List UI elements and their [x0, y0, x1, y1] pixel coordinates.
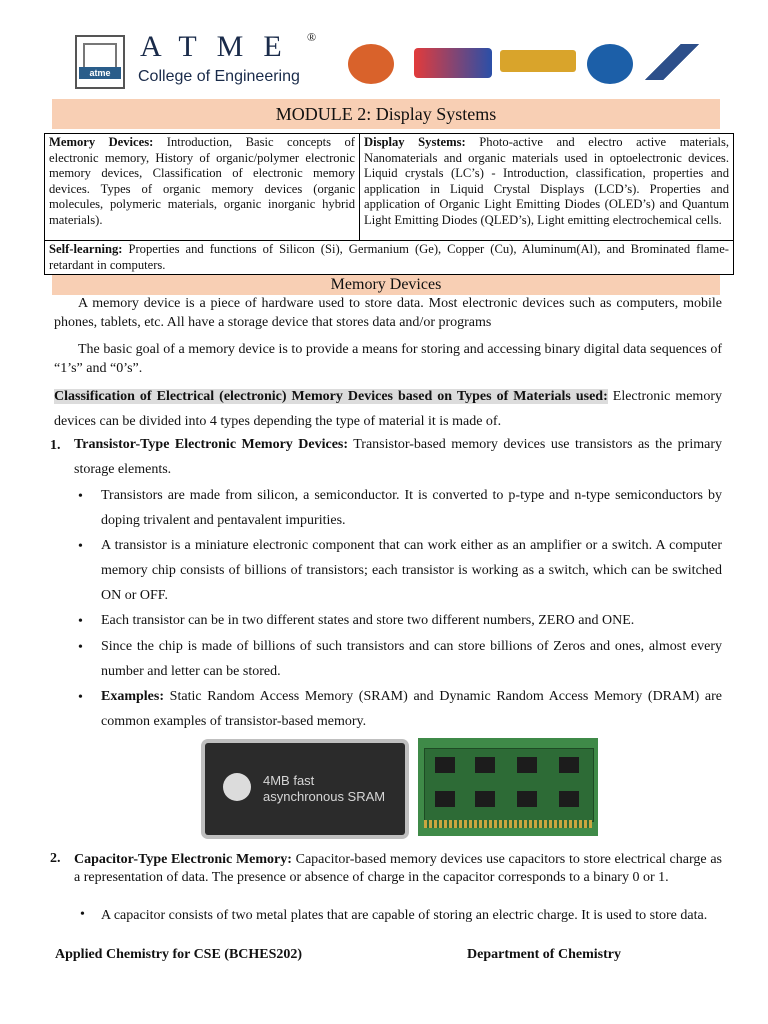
module-title: MODULE 2: Display Systems: [52, 99, 720, 129]
footer-course: Applied Chemistry for CSE (BCHES202): [55, 947, 303, 962]
iic-badge-icon: [414, 48, 492, 78]
registered-mark: ®: [307, 30, 317, 44]
item-2-paragraph: Capacitor-Type Electronic Memory: Capacitor-based memory devices use capacitors to store electrical charge as a representation of data. The presence or absence of charge in the capacitor corresponds to a binary 0 or 1.: [74, 852, 722, 885]
bullet-item: A transistor is a miniature electronic component that can work either as an amplifier or a switch. A computer memory chip consists of billions of transistors; each transistor is working as a switch, which can be switched ON or OFF.: [101, 538, 722, 603]
self-learning-cell: Self-learning: Properties and functions of Silicon (Si), Germanium (Ge), Copper (Cu), Aluminum(Al), and Brominated flame-retardant in computers.: [45, 241, 734, 275]
naac-badge-icon: [348, 44, 394, 84]
item-2-number: 2.: [50, 851, 61, 866]
igauge-badge-icon: [500, 50, 576, 72]
display-systems-cell: Display Systems: Photo-active and electro active materials, Nanomaterials and organic materials used in optoelectronic devices. Liquid crystals (LC’s) - Introduction, classification, properties and application in Liquid Crystal Displays (LCD’s). Properties and application of Organic Light Emitting Diodes (OLED’s) and Quantum Light Emitting Diodes (QLED’s), Light emitting electrochemical cells.: [360, 134, 734, 241]
logo-text: atme: [79, 67, 121, 79]
section-title: Memory Devices: [52, 275, 720, 295]
chip-logo-icon: [223, 773, 251, 801]
examples-item: Examples: Static Random Access Memory (SRAM) and Dynamic Random Access Memory (DRAM) are common examples of transistor-based memory.: [101, 689, 722, 729]
footer-department: Department of Chemistry: [467, 947, 621, 962]
sram-chip-image: [205, 743, 405, 835]
intro-paragraph: A memory device is a piece of hardware used to store data. Most electronic devices such as computers, mobile phones, tablets, etc. All have a storage device that stores data and/or programs: [54, 296, 722, 330]
atme-logo: [75, 35, 125, 89]
classification-heading: Classification of Electrical (electronic) Memory Devices based on Types of Materials used:: [54, 389, 608, 404]
dram-module-image: [418, 738, 598, 836]
memory-devices-cell: Memory Devices: Introduction, Basic concepts of electronic memory, History of organic/polymer electronic memory devices, Classification of electronic memory devices. Types of organic memory devices (organic molecules, polymeric materials, organic inorganic hybrid materials).: [45, 134, 360, 241]
bullet-icon: •: [80, 907, 85, 922]
bullet-icon: •: [78, 539, 83, 554]
nba-badge-icon: [587, 44, 633, 84]
college-name: College of Engineering: [138, 68, 300, 85]
aaa-badge-icon: [644, 44, 700, 80]
chip-label: 4MB fast asynchronous SRAM: [263, 773, 386, 804]
bullet-item: A capacitor consists of two metal plates that are capable of storing an electric charge. It is used to store data.: [101, 908, 708, 923]
goal-paragraph: The basic goal of a memory device is to provide a means for storing and accessing binary digital data sequences of “1’s” and “0’s”.: [54, 342, 722, 376]
bullet-item: Each transistor can be in two different states and store two different numbers, ZERO and ONE.: [101, 613, 635, 628]
item-1-paragraph: Transistor-Type Electronic Memory Devices: Transistor-based memory devices use transistors as the primary storage elements.: [74, 437, 722, 477]
bullet-icon: •: [78, 640, 83, 655]
bullet-icon: •: [78, 614, 83, 629]
bullet-icon: •: [78, 489, 83, 504]
bullet-item: Transistors are made from silicon, a semiconductor. It is converted to p-type and n-type semiconductors by doping trivalent and pentavalent impurities.: [101, 488, 722, 528]
syllabus-table: [44, 133, 734, 275]
item-1-number: 1.: [50, 438, 61, 453]
brand-name: ATME: [140, 30, 302, 63]
classification-paragraph: Classification of Electrical (electronic) Memory Devices based on Types of Materials used: Electronic memory devices can be divided into 4 types depending the type of material it is made of.: [54, 389, 722, 429]
bullet-item: Since the chip is made of billions of such transistors and can store billions of Zeros and ones, almost every number and letter can be stored.: [101, 639, 722, 679]
bullet-icon: •: [78, 690, 83, 705]
